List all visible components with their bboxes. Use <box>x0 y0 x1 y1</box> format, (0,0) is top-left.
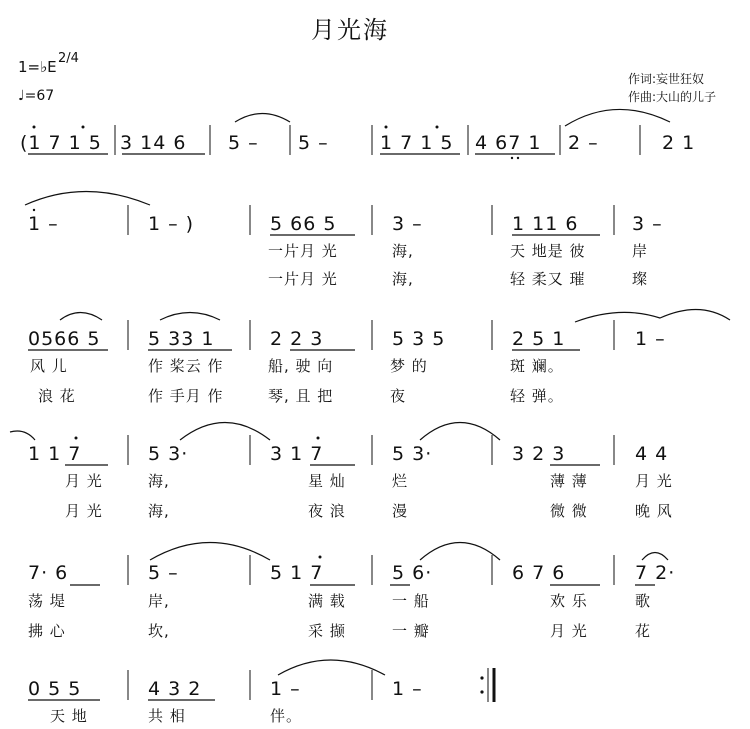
measure: 6 7 6 <box>512 562 566 584</box>
lyric: 岸 <box>632 242 649 260</box>
measure: 3 – <box>392 213 423 235</box>
lyric: 伴。 <box>270 707 303 725</box>
key-signature: 1=♭E <box>18 58 57 76</box>
lyric: 船, 驶 向 <box>268 357 334 375</box>
measure: 3 1 7 <box>270 443 324 465</box>
lyric: 欢 乐 <box>550 592 588 610</box>
measure: (1 7 1 5 <box>20 132 102 154</box>
lyric: 月 光 <box>65 472 103 490</box>
lyric: 海, <box>148 472 170 490</box>
measure: 5 3· <box>148 443 189 465</box>
lyric: 海, <box>148 502 170 520</box>
time-signature: 2/4 <box>58 51 79 66</box>
lyric: 天 地 <box>50 707 88 725</box>
measure: 1 7 1 5 <box>380 132 454 154</box>
lyric: 晚 风 <box>635 502 673 520</box>
measure: 5 3 5 <box>392 328 446 350</box>
tempo-marking: ♩=67 <box>18 88 55 104</box>
measure: 2 2 3 <box>270 328 324 350</box>
lyric: 海, <box>392 242 414 260</box>
measure: 3 2 3 <box>512 443 566 465</box>
measure: 0 5 5 <box>28 678 82 700</box>
slurs <box>10 109 730 675</box>
measure: 5 – <box>228 132 259 154</box>
measure: 4 3 2 <box>148 678 202 700</box>
measure: 1 – <box>28 213 59 235</box>
lyric: 星 灿 <box>308 472 346 490</box>
measure: 4 4 <box>635 443 669 465</box>
lyric: 薄 薄 <box>550 472 588 490</box>
lyric: 烂 <box>392 472 409 490</box>
lyric: 拂 心 <box>28 622 66 640</box>
lyric: 岸, <box>148 592 170 610</box>
measure: 0566 5 <box>28 328 101 350</box>
lyric: 满 载 <box>308 592 346 610</box>
measure: 5 6· <box>392 562 433 584</box>
measure: 5 1 7 <box>270 562 324 584</box>
lyric: 夜 浪 <box>308 502 346 520</box>
beams <box>28 154 655 700</box>
lyric: 月 光 <box>635 472 673 490</box>
octave-dots <box>33 126 520 559</box>
lyric: 夜 <box>390 387 407 405</box>
lyric: 花 <box>635 622 652 640</box>
lyric: 采 撷 <box>308 622 346 640</box>
lyric: 风 儿 <box>30 357 68 375</box>
measure: 3 – <box>632 213 663 235</box>
measure: 2 5 1 <box>512 328 566 350</box>
lyric: 月 光 <box>550 622 588 640</box>
lyric: 浪 花 <box>38 387 76 405</box>
lyric: 轻 柔又 璀 <box>510 270 586 288</box>
measure: 1 – <box>635 328 666 350</box>
measure: 7 2· <box>635 562 676 584</box>
lyric: 作 桨云 作 <box>148 357 224 375</box>
lyric: 月 光 <box>65 502 103 520</box>
lyric: 作 手月 作 <box>148 387 224 405</box>
lyric: 漫 <box>392 502 409 520</box>
measure: 1 – <box>270 678 301 700</box>
lyric: 坎, <box>148 622 170 640</box>
lyric: 歌 <box>635 592 652 610</box>
final-barline <box>480 668 494 702</box>
lyric: 一 船 <box>392 592 430 610</box>
measure: 2 1 <box>662 132 696 154</box>
lyric: 梦 的 <box>390 357 428 375</box>
measure: 7· 6 <box>28 562 69 584</box>
song-title: 月光海 <box>311 16 389 44</box>
bar-lines <box>115 125 640 700</box>
lyric: 海, <box>392 270 414 288</box>
measure: 5 33 1 <box>148 328 215 350</box>
measure: 1 – <box>392 678 423 700</box>
measure: 2 – <box>568 132 599 154</box>
measure: 5 66 5 <box>270 213 337 235</box>
measure: 1 – ) <box>148 213 195 235</box>
lyric: 琴, 且 把 <box>268 387 334 405</box>
lyric: 荡 堤 <box>28 592 66 610</box>
measure: 4 67 1 <box>475 132 542 154</box>
composer-credit: 作曲:大山的儿子 <box>628 90 717 104</box>
lyric: 一片月 光 <box>268 270 338 288</box>
measure: 3 14 6 <box>120 132 187 154</box>
lyric: 共 相 <box>148 707 186 725</box>
measure: 5 – <box>148 562 179 584</box>
measure: 1 11 6 <box>512 213 579 235</box>
lyric: 天 地是 彼 <box>510 242 586 260</box>
lyric: 璨 <box>632 270 649 288</box>
lyric: 斑 斓。 <box>510 357 564 375</box>
lyric: 微 微 <box>550 502 588 520</box>
lyric: 轻 弹。 <box>510 387 564 405</box>
lyric: 一 瓣 <box>392 622 430 640</box>
measure: 5 3· <box>392 443 433 465</box>
measure: 1 1 7 <box>28 443 82 465</box>
lyricist-credit: 作词:妄世狂奴 <box>628 72 705 86</box>
lyric: 一片月 光 <box>268 242 338 260</box>
measure: 5 – <box>298 132 329 154</box>
